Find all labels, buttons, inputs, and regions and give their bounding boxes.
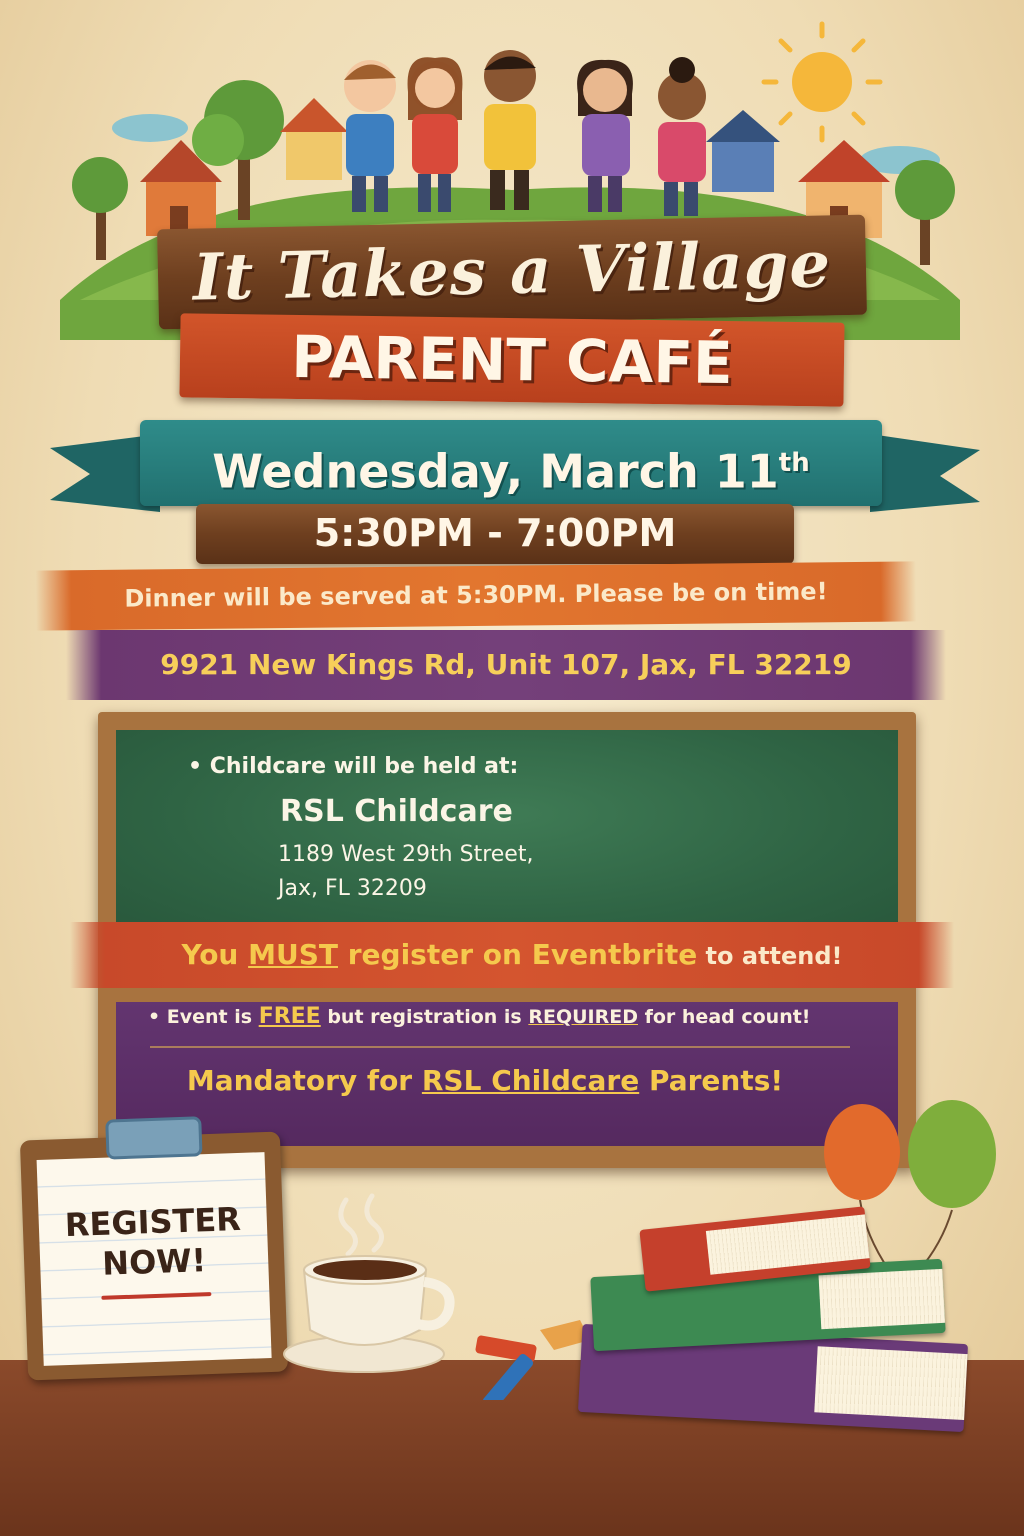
event-time: 5:30PM - 7:00PM	[313, 511, 677, 555]
mandatory-note: Mandatory for RSL Childcare Parents!	[186, 1064, 784, 1097]
childcare-name: RSL Childcare	[280, 794, 513, 829]
tree-icon	[895, 160, 955, 265]
free-note: • Event is FREE but registration is REQUIRED for head count!	[148, 1004, 811, 1029]
free-emphasis: FREE	[258, 1004, 321, 1029]
childcare-city: Jax, FL 32209	[278, 876, 427, 901]
title-sign	[157, 215, 867, 330]
event-date	[140, 420, 882, 514]
page-title: PARENT CAFÉ	[290, 322, 734, 398]
date-ribbon	[140, 420, 882, 506]
child-figure	[484, 50, 536, 210]
title-script: It Takes a Village	[192, 227, 832, 316]
register-requirement: You MUST register on Eventbrite to attend!	[181, 938, 843, 971]
house-icon	[280, 98, 348, 180]
mandatory-group: RSL Childcare	[421, 1064, 640, 1097]
childcare-intro: • Childcare will be held at:	[188, 754, 519, 779]
required-emphasis: REQUIRED	[528, 1006, 638, 1028]
clipboard	[20, 1132, 288, 1381]
bullet-icon: •	[188, 754, 210, 779]
must-emphasis: MUST	[248, 938, 338, 971]
clipboard-paper	[37, 1152, 272, 1366]
tree-icon	[72, 157, 128, 260]
books-stack	[576, 1210, 996, 1440]
cafe-sign	[179, 313, 844, 406]
event-address: 9921 New Kings Rd, Unit 107, Jax, FL 32219	[160, 648, 852, 681]
time-board	[196, 504, 794, 564]
dinner-note: Dinner will be served at 5:30PM. Please be on time!	[124, 577, 828, 613]
event-date-main: Wednesday, March 11	[212, 444, 779, 499]
address-banner	[66, 630, 946, 700]
dinner-banner	[36, 561, 917, 630]
childcare-street: 1189 West 29th Street,	[278, 842, 534, 867]
eventbrite-label: Eventbrite	[531, 938, 698, 971]
clipboard-clip	[105, 1116, 202, 1159]
register-banner	[70, 922, 954, 988]
cloud-icon	[112, 114, 188, 142]
coffee-cup-icon	[280, 1190, 460, 1380]
sun-icon	[764, 24, 880, 140]
panel-divider	[150, 1046, 850, 1048]
bullet-icon: •	[148, 1006, 167, 1028]
house-icon	[706, 110, 780, 192]
register-now-label: REGISTER NOW!	[64, 1199, 242, 1283]
event-date-suffix: th	[778, 448, 810, 478]
register-underline	[101, 1292, 211, 1300]
